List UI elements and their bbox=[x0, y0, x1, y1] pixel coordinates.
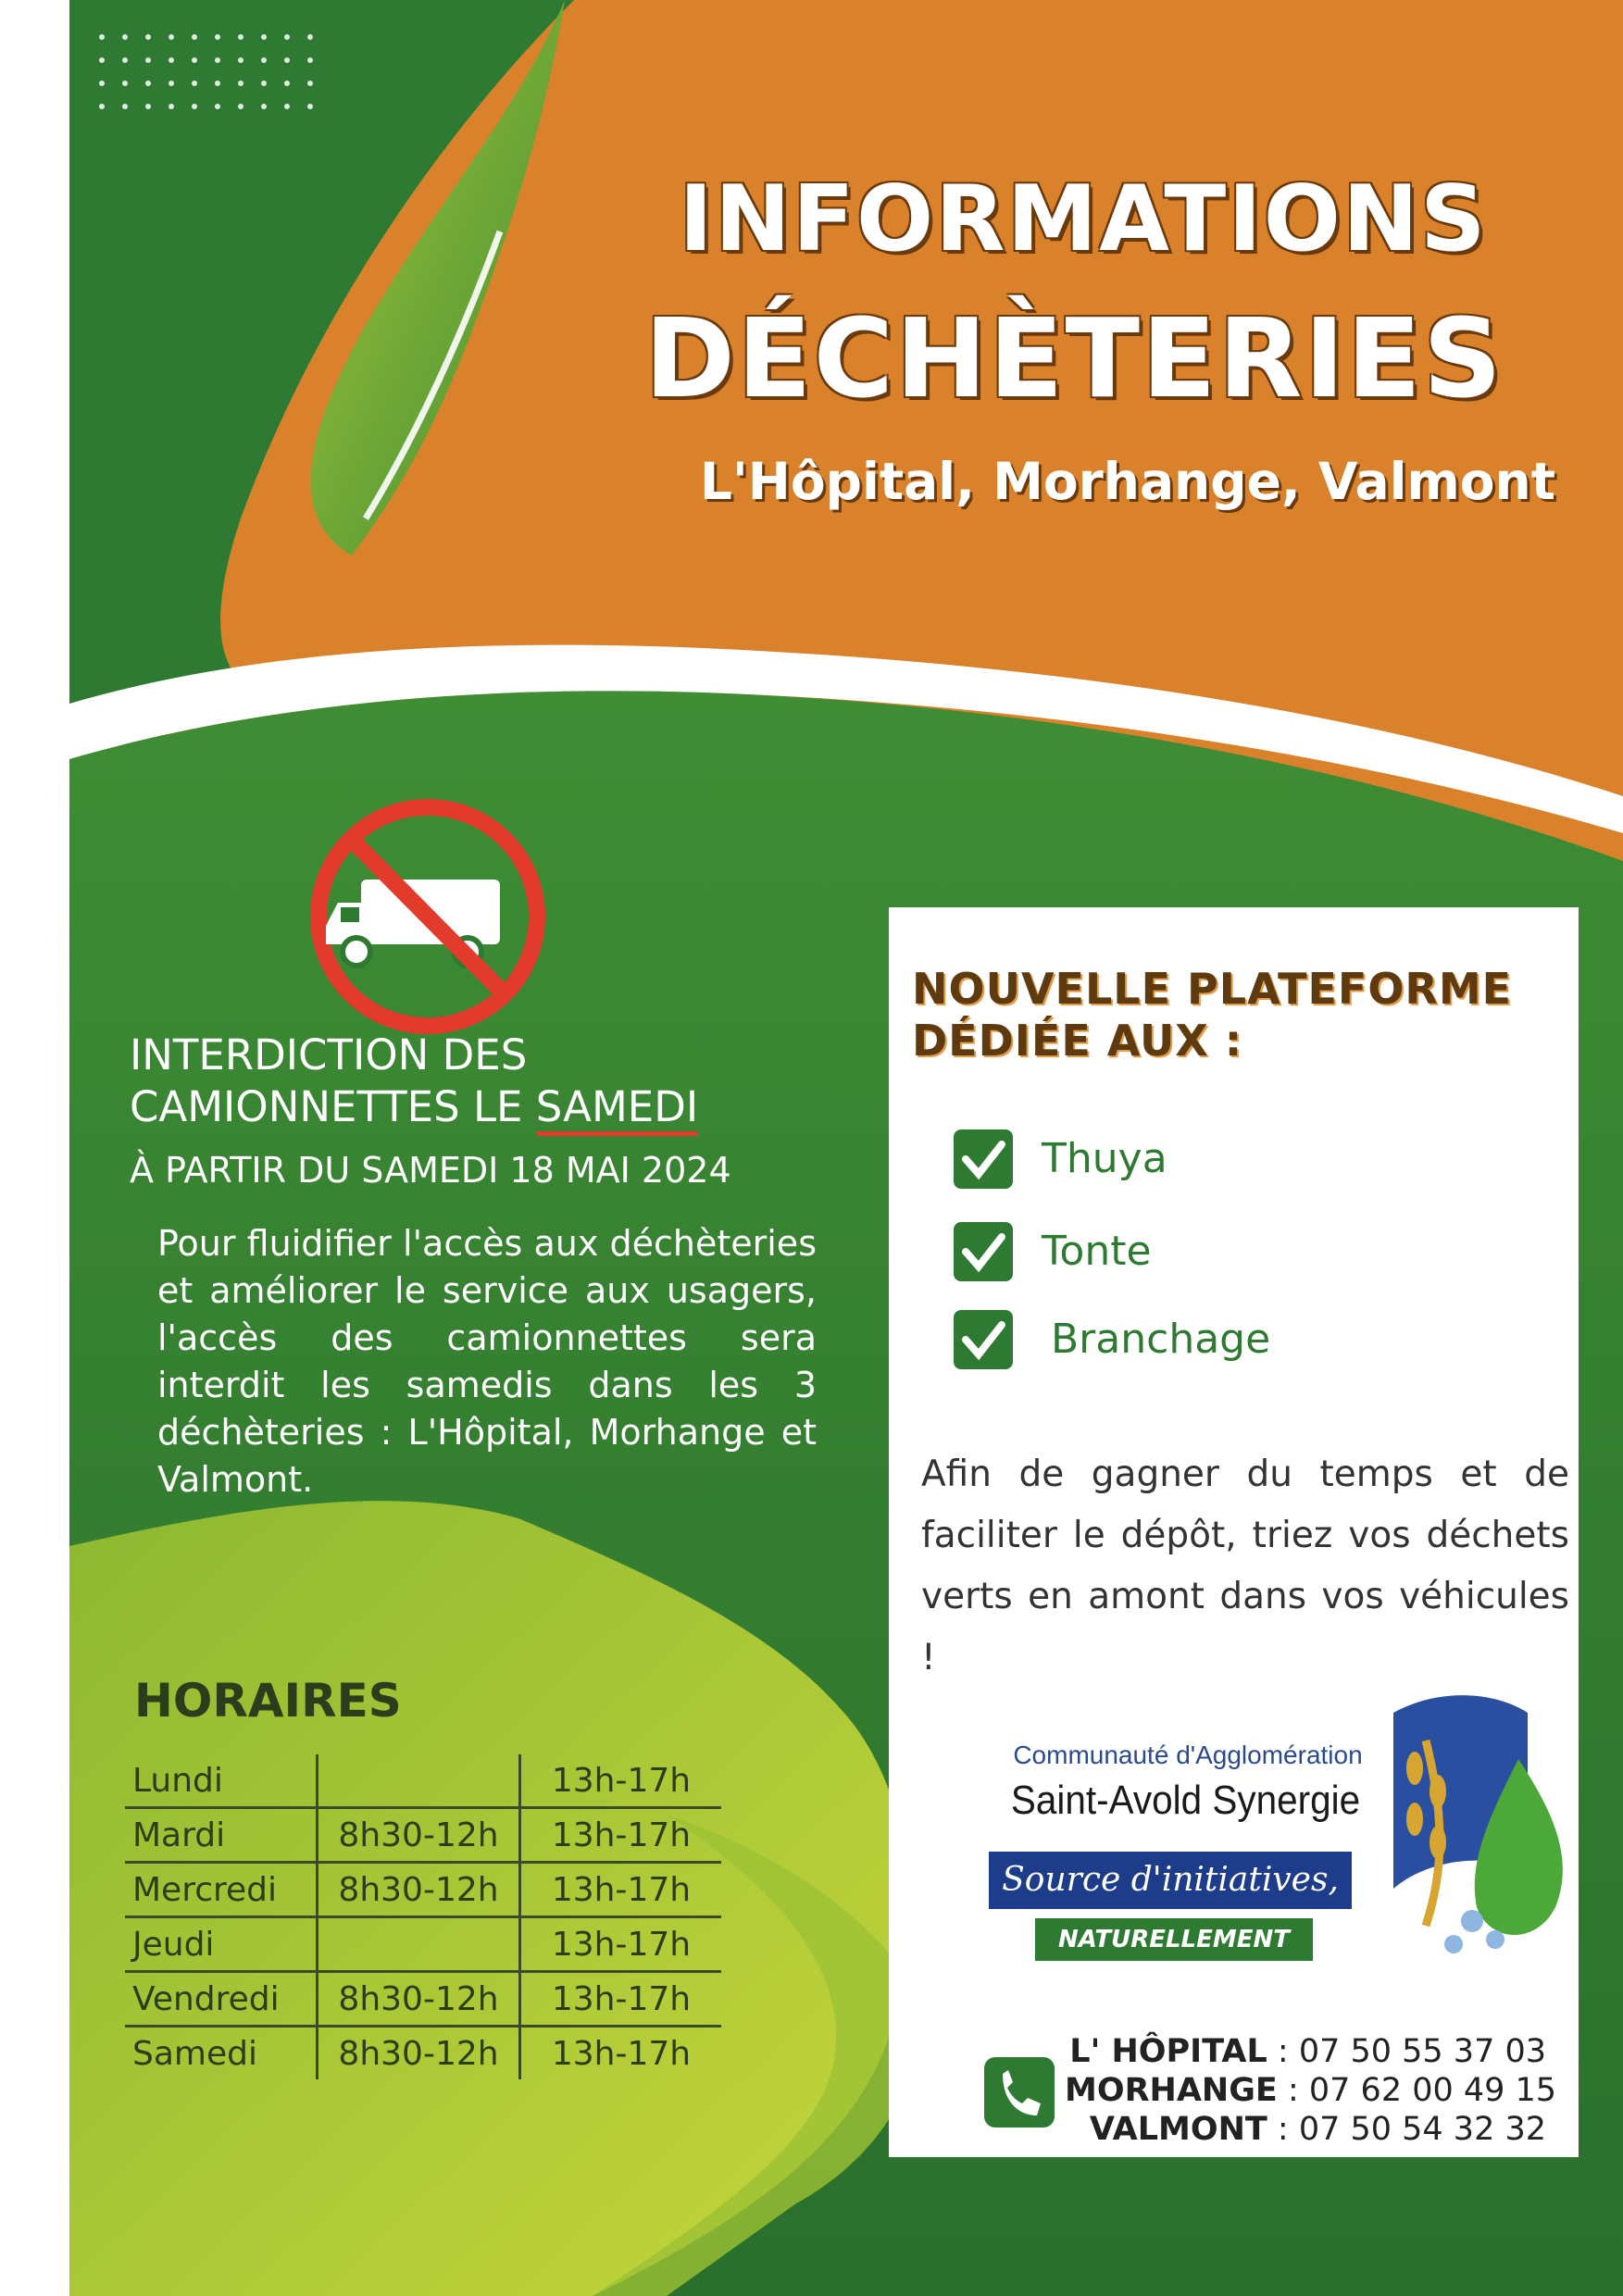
schedule-afternoon: 13h-17h bbox=[520, 1972, 722, 2027]
schedule-afternoon: 13h-17h bbox=[520, 2027, 722, 2080]
table-row bbox=[125, 1972, 721, 2027]
schedule-afternoon: 13h-17h bbox=[520, 1863, 722, 1917]
table-row bbox=[125, 1754, 721, 1808]
ban-date: À PARTIR DU SAMEDI 18 MAI 2024 bbox=[130, 1150, 731, 1191]
contact-name: MORHANGE bbox=[1065, 2072, 1278, 2109]
platform-title-line1: NOUVELLE PLATEFORME bbox=[912, 964, 1513, 1014]
checkmark-icon-branchage bbox=[954, 1310, 1013, 1369]
platform-item-tonte: Tonte bbox=[1042, 1228, 1152, 1275]
platform-title-line2: DÉDIÉE AUX : bbox=[912, 1016, 1243, 1066]
title-line2: DÉCHÈTERIES bbox=[644, 294, 1504, 422]
table-row bbox=[125, 2027, 721, 2080]
schedule-morning: 8h30-12h bbox=[318, 1808, 520, 1863]
schedule-morning bbox=[318, 1917, 520, 1972]
ban-heading bbox=[130, 1029, 833, 1133]
schedule-day: Jeudi bbox=[125, 1917, 318, 1972]
subtitle-locations: L'Hôpital, Morhange, Valmont bbox=[699, 452, 1555, 511]
schedule-morning: 8h30-12h bbox=[318, 1972, 520, 2027]
logo-line2: Saint-Avold Synergie bbox=[1010, 1778, 1361, 1823]
contact-valmont: VALMONT : 07 50 54 32 32 bbox=[1089, 2111, 1546, 2148]
ban-heading-line2-text: CAMIONNETTES LE bbox=[130, 1082, 536, 1131]
schedule-morning: 8h30-12h bbox=[318, 1863, 520, 1917]
platform-item-thuya: Thuya bbox=[1042, 1135, 1167, 1182]
ban-description: Pour fluidifier l'accès aux déchèteries et améliorer le service aux usagers, l'accès des camionnettes sera interdit les samedis dans les 3 déchèteries : L'Hôpital, Morhange et Valmont. bbox=[157, 1223, 817, 1500]
contact-phone[interactable]: 07 50 55 37 03 bbox=[1298, 2033, 1546, 2070]
schedule-day: Samedi bbox=[132, 2034, 257, 2073]
schedule-afternoon: 13h-17h bbox=[520, 1917, 722, 1972]
ban-heading-line2 bbox=[130, 1081, 833, 1133]
logo-line1: Communauté d'Agglomération bbox=[1013, 1741, 1363, 1769]
horaires-title: HORAIRES bbox=[134, 1674, 402, 1728]
platform-item-branchage: Branchage bbox=[1051, 1316, 1271, 1363]
schedule-afternoon: 13h-17h bbox=[520, 1754, 722, 1808]
ban-heading-line1: INTERDICTION DES bbox=[130, 1030, 528, 1079]
table-row bbox=[125, 1863, 721, 1917]
platform-title bbox=[912, 963, 1579, 1067]
schedule-day: Vendredi bbox=[125, 1972, 318, 2027]
schedule-day: Mardi bbox=[125, 1808, 318, 1863]
phone-icon bbox=[984, 2057, 1055, 2128]
schedule-morning bbox=[318, 1754, 520, 1808]
schedule-day: Lundi bbox=[125, 1754, 318, 1808]
schedule-table bbox=[125, 1754, 721, 2079]
checkmark-icon-thuya bbox=[954, 1129, 1013, 1189]
schedule-afternoon: 13h-17h bbox=[520, 1808, 722, 1863]
logo-tagline: NATURELLEMENT bbox=[1035, 1918, 1313, 1961]
logo-slogan: Source d'initiatives, bbox=[989, 1852, 1352, 1909]
contact-phone[interactable]: 07 62 00 49 15 bbox=[1308, 2072, 1557, 2109]
table-row bbox=[125, 1808, 721, 1863]
checkmark-icon-tonte bbox=[954, 1222, 1013, 1281]
contact-phone[interactable]: 07 50 54 32 32 bbox=[1298, 2111, 1546, 2148]
contact-morhange: MORHANGE : 07 62 00 49 15 bbox=[1065, 2072, 1557, 2109]
contact-name: L' HÔPITAL bbox=[1069, 2033, 1267, 2070]
schedule-morning: 8h30-12h bbox=[318, 2027, 520, 2080]
title-line1: INFORMATIONS bbox=[679, 167, 1488, 272]
ban-heading-samedi: SAMEDI bbox=[536, 1082, 698, 1136]
contact-hopital: L' HÔPITAL : 07 50 55 37 03 bbox=[1069, 2033, 1546, 2070]
schedule-day: Mercredi bbox=[125, 1863, 318, 1917]
platform-info-text: Afin de gagner du temps et de faciliter le dépôt, triez vos déchets verts en amont dans vos véhicules ! bbox=[921, 1454, 1569, 1678]
contact-name: VALMONT bbox=[1089, 2111, 1267, 2148]
table-row bbox=[125, 1917, 721, 1972]
